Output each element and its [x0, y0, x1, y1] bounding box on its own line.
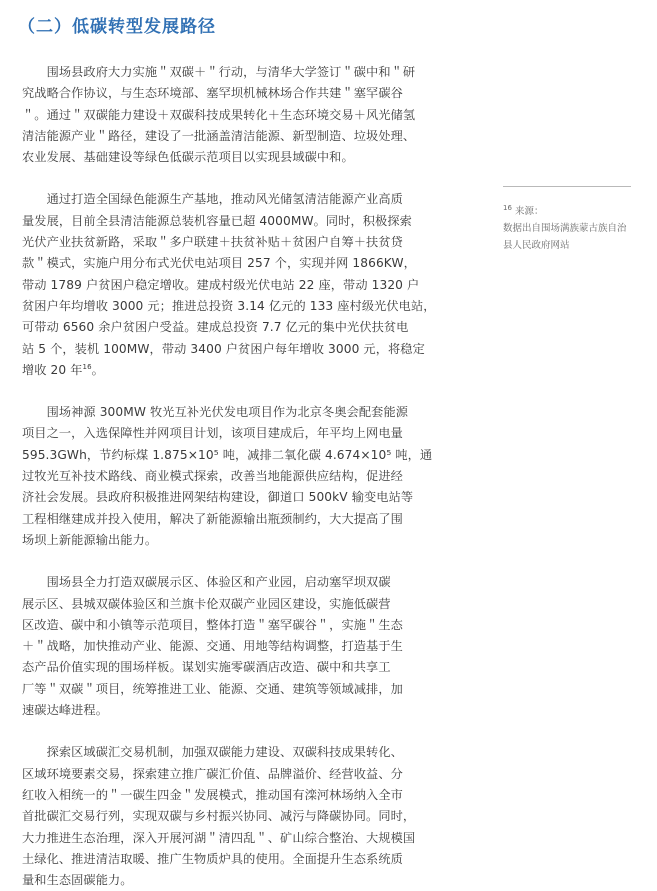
paragraph-2-end: 。: [91, 362, 104, 377]
paragraph-5: 探索区域碳汇交易机制，加强双碳能力建设、双碳科技成果转化、 区域环境要素交易，探索建立推广碳汇价值、品牌溢价、经营收益、分 红收入相统一的＂一碳生四金＂发展模式，推动国有滦河林场纳入全市 首批碳汇交易行列，实现双碳与乡村振兴协同、减污与降碳协同。同时， 大力推进生态治理，深入开展河湖＂清四乱＂、矿山综合整治、大规模国 土绿化、推进清洁取暖、推广生物质炉具的使用。全面提升生态系统质 量和生态固碳能力。: [22, 745, 416, 888]
sidenote-text: 来源： 数据出自围场满族蒙古族自治 县人民政府网站: [503, 206, 627, 251]
paragraph-3: 围场神源 300MW 牧光互补光伏发电项目作为北京冬奥会配套能源 项目之一，入选保障性并网项目计划，该项目建成后，年平均上网电量 595.3GWh，节约标煤 1.875×10⁵ 吨，减排二氧化碳 4.674×10⁵ 吨，通 过牧光互补技术路线、商业模式探索，改善当地能源供应结构，促进经 济社会发展。县政府积极推进网架结构建设，御道口 500kV 输变电站等 工程相继建成并投入使用，解决了新能源输出瓶颈制约，大大提高了围 场坝上新能源输出能力。: [22, 405, 433, 547]
paragraph-2: [22, 189, 462, 381]
paragraph-1: 围场县政府大力实施＂双碳＋＂行动，与清华大学签订＂碳中和＂研 究战略合作协议，与生态环境部、塞罕坝机械林场合作共建＂塞罕碳谷 ＂。通过＂双碳能力建设＋双碳科技成果转化＋生态环境交易＋风光储氢 清洁能源产业＂路径，建设了一批涵盖清洁能源、新型制造、垃圾处理、 农业发展、基础建设等绿色低碳示范项目以实现县域碳中和。: [22, 65, 416, 165]
section-title: （二）低碳转型发展路径: [18, 17, 216, 37]
sidenote: [503, 186, 631, 254]
paragraph-2-text: 通过打造全国绿色能源生产基地，推动风光储氢清洁能源产业高质 量发展，目前全县清洁能源总装机容量已超 4000MW。同时，积极探索 光伏产业扶贫新路，采取＂多户联建＋扶贫补贴＋贫困户自筹＋扶贫贷 款＂模式，实施户用分布式光伏电站项目 257 个，实现并网 1866KW， 带动 1789 户贫困户稳定增收。建成村级光伏电站 22 座，带动 1320 户 贫困户年均增收 3000 元；推进总投资 3.14 亿元的 133 座村级光伏电站， 可带动 6560 余户贫困户受益。建成总投资 7.7 亿元的集中光伏扶贫电 站 5 个，装机 100MW，带动 3400 户贫困户每年增收 3000 元，将稳定 增收 20 年: [22, 192, 436, 377]
sidenote-marker: 16: [503, 203, 512, 212]
footnote-marker: 16: [82, 362, 92, 371]
paragraph-4: 围场县全力打造双碳展示区、体验区和产业园，启动塞罕坝双碳 展示区、县城双碳体验区和兰旗卡伦双碳产业园区建设，实施低碳营 区改造、碳中和小镇等示范项目，整体打造＂塞罕碳谷＂，实施＂生态 ＋＂战略，加快推动产业、能源、交通、用地等结构调整，打造基于生 态产品价值实现的围场样板。谋划实施零碳酒店改造、碳中和共享工 厂等＂双碳＂项目，统筹推进工业、能源、交通、建筑等领域减排，加 速碳达峰进程。: [22, 575, 403, 718]
main-text: [22, 62, 462, 891]
